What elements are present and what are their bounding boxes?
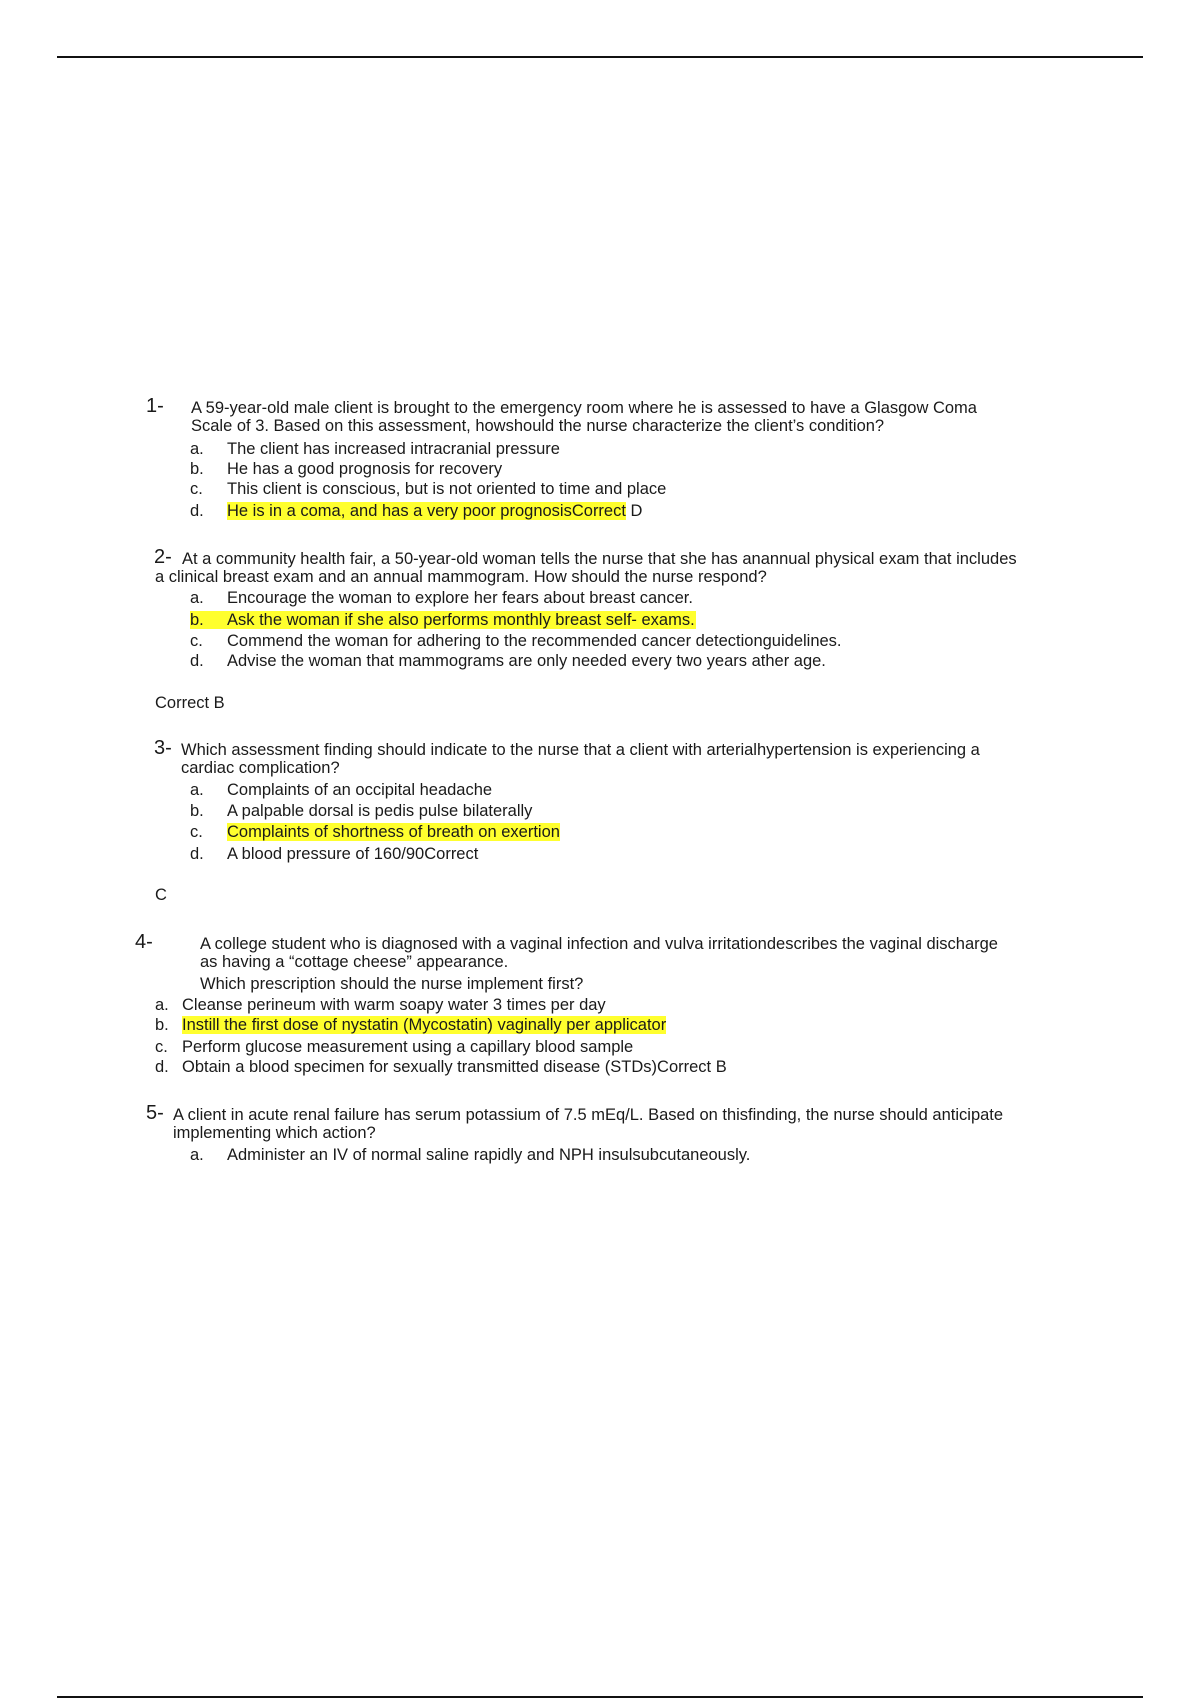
highlighted-answer: Instill the first dose of nystatin (Mycostatin) vaginally per applicator [182,1016,667,1034]
question-text: A college student who is diagnosed with a vaginal infection and vulva irritationdescribes the vaginal discharge as having a “cottage cheese” appearance. [200,935,998,971]
highlighted-answer: Ask the woman if she also performs monthly breast self- exams. [227,611,695,629]
question-number: 4- [135,931,153,953]
answer-label: C [155,886,167,904]
question-number: 3- [154,737,172,759]
question-prompt: Which prescription should the nurse implement first? [200,975,584,993]
highlighted-answer: He is in a coma, and has a very poor prognosisCorrect [227,502,626,520]
question-number: 5- [146,1102,164,1124]
bottom-rule [57,1696,1143,1698]
question-text: A client in acute renal failure has serum potassium of 7.5 mEq/L. Based on thisfinding, the nurse should anticipate implementing which action? [173,1106,1004,1142]
question-number: 1- [146,395,164,417]
question-number: 2- [154,546,172,568]
answer-label: Correct B [155,694,225,712]
question-text: At a community health fair, a 50-year-old woman tells the nurse that she has anannual physical exam that includes a clinical breast exam and an annual mammogram. How should the nurse respond? [155,550,1017,586]
question-text: A 59-year-old male client is brought to the emergency room where he is assessed to have a Glasgow Coma Scale of 3. Based on this assessment, howshould the nurse characterize the client’s condition? [191,399,977,435]
highlighted-answer: Complaints of shortness of breath on exertion [227,823,560,841]
top-rule [57,56,1143,58]
question-text: Which assessment finding should indicate to the nurse that a client with arterialhypertension is experiencing a cardiac complication? [181,741,980,777]
